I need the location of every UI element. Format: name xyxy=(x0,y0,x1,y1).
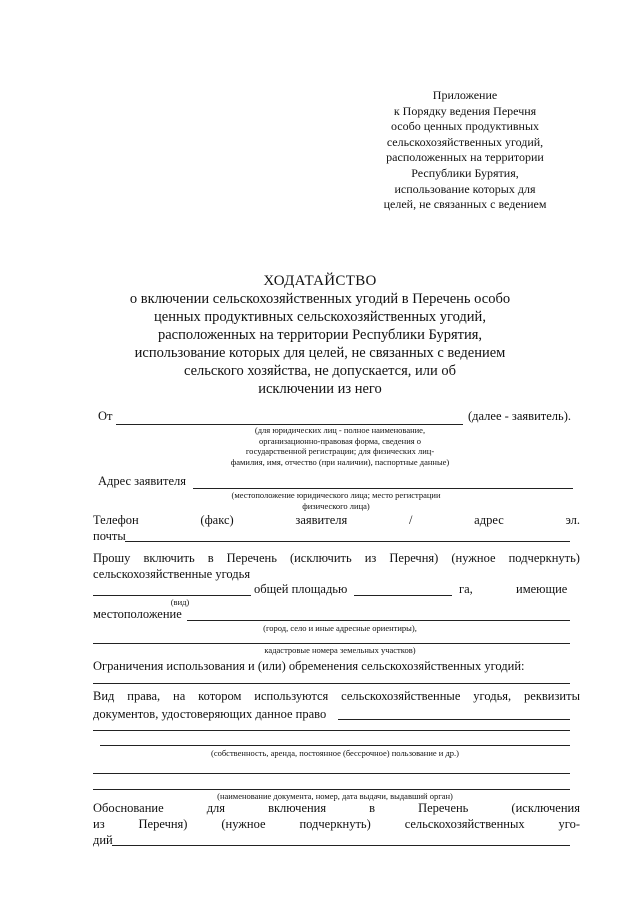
address-hint-line: физического лица) xyxy=(302,500,370,511)
area-having: имеющие xyxy=(516,582,568,596)
restrictions-field[interactable] xyxy=(93,683,570,684)
right-word: реквизиты xyxy=(524,689,580,703)
right-line-field[interactable] xyxy=(93,773,570,774)
right-word: сельскохозяйственные xyxy=(341,689,461,703)
request-tail: сельскохозяйственные угодья xyxy=(93,567,251,581)
title-line: использование которых для целей, не связанных с ведением xyxy=(134,345,506,361)
cadastral-hint: кадастровые номера земельных участков) xyxy=(264,645,416,655)
request-word: из xyxy=(364,551,377,565)
right-row xyxy=(93,689,580,704)
location-label: местоположение xyxy=(93,607,182,621)
title-line: расположенных на территории Республики Бурятия, xyxy=(158,327,482,343)
phone-word: / xyxy=(408,513,413,527)
basis-word: (исключения xyxy=(511,801,580,815)
location-field[interactable] xyxy=(187,620,570,621)
appendix-line: Приложение xyxy=(432,88,498,102)
basis-word: подчеркнуть) xyxy=(299,817,371,831)
basis-tail: дий xyxy=(93,833,113,847)
from-hint-line: (для юридических лиц - полное наименование, xyxy=(254,425,426,435)
phone-word: Телефон xyxy=(93,513,139,527)
appendix-line: Республики Бурятия, xyxy=(411,165,519,180)
basis-word: (нужное xyxy=(221,817,266,831)
area-field[interactable] xyxy=(354,595,452,596)
appendix-line: использование которых для xyxy=(394,181,536,196)
location-hint: (город, село и иные адресные ориентиры), xyxy=(263,623,417,633)
address-hint-line: (местоположение юридического лица; место регистрации xyxy=(231,490,441,500)
basis-word: Перечень xyxy=(418,801,469,815)
cadastral-field[interactable] xyxy=(93,643,570,644)
request-word: включить xyxy=(143,551,195,565)
phone-tail: почты xyxy=(93,529,126,543)
right-docs-field[interactable] xyxy=(338,719,570,720)
right-word: используются xyxy=(254,689,329,703)
request-row xyxy=(93,551,580,566)
from-hint-line: государственной регистрации; для физических лиц- xyxy=(245,446,435,456)
address-label: Адрес заявителя xyxy=(98,474,186,488)
appendix-line: сельскохозяйственных угодий, xyxy=(386,134,544,149)
right-extra-field[interactable] xyxy=(93,730,570,731)
phone-word: (факс) xyxy=(200,513,234,527)
from-hint xyxy=(195,425,485,467)
from-hint-line: фамилия, имя, отчество (при наличии), паспортные данные) xyxy=(230,456,450,467)
basis-word: для xyxy=(206,801,226,815)
right-word: угодья, xyxy=(473,689,512,703)
restrictions-label: Ограничения использования и (или) обременения сельскохозяйственных угодий: xyxy=(93,659,525,673)
right-word: на xyxy=(173,689,186,703)
phone-field[interactable] xyxy=(125,541,570,542)
right-word: Вид xyxy=(93,689,115,703)
basis-row xyxy=(93,801,580,816)
doc-hint: (наименование документа, номер, дата выдачи, выдавший орган) xyxy=(217,791,453,801)
title-heading: ХОДАТАЙСТВО xyxy=(263,273,377,289)
request-word: Перечень xyxy=(226,551,277,565)
request-word: Перечня) xyxy=(389,551,439,565)
address-field[interactable] xyxy=(193,488,573,489)
basis-word: Обоснование xyxy=(93,801,164,815)
request-word: Прошу xyxy=(93,551,131,565)
right-word: котором xyxy=(198,689,242,703)
basis-word: уго- xyxy=(558,817,580,831)
address-hint xyxy=(205,490,467,511)
request-word: подчеркнуть) xyxy=(508,551,580,565)
request-word: (нужное xyxy=(451,551,496,565)
kind-hint: (вид) xyxy=(170,597,190,607)
appendix-line: особо ценных продуктивных xyxy=(390,119,540,134)
phone-row xyxy=(93,513,580,528)
right-word: права, xyxy=(127,689,161,703)
title-line: исключении из него xyxy=(258,381,382,397)
document-title xyxy=(80,272,560,398)
doc-field[interactable] xyxy=(93,789,570,790)
right-hint: (собственность, аренда, постоянное (бессрочное) пользование и др.) xyxy=(211,748,459,758)
right-type-field[interactable] xyxy=(100,745,570,746)
basis-word: в xyxy=(369,801,376,815)
appendix-line: расположенных на территории xyxy=(386,150,544,165)
request-word: (исключить xyxy=(289,551,352,565)
basis-field[interactable] xyxy=(112,845,570,846)
area-unit: га, xyxy=(459,582,473,596)
from-suffix: (далее - заявитель). xyxy=(468,409,571,423)
appendix-line: к Порядку ведения Перечня xyxy=(393,103,537,118)
title-line: о включении сельскохозяйственных угодий в Перечень особо xyxy=(129,291,511,307)
land-kind-field[interactable] xyxy=(93,595,251,596)
basis-word: Перечня) xyxy=(138,817,188,831)
appendix-line: целей, не связанных с ведением xyxy=(383,197,547,212)
from-label: От xyxy=(98,409,113,423)
basis-word: включения xyxy=(268,801,327,815)
appendix-block xyxy=(350,88,580,213)
phone-word: эл. xyxy=(565,513,580,527)
phone-word: заявителя xyxy=(295,513,348,527)
right-tail: документов, удостоверяющих данное право xyxy=(93,707,327,721)
phone-word: адрес xyxy=(474,513,504,527)
request-word: в xyxy=(207,551,214,565)
title-line: ценных продуктивных сельскохозяйственных угодий, xyxy=(154,309,486,325)
area-label: общей площадью xyxy=(254,582,348,596)
basis-word: сельскохозяйственных xyxy=(404,817,525,831)
basis-row-2 xyxy=(93,817,580,832)
basis-word: из xyxy=(93,817,105,831)
title-line: сельского хозяйства, не допускается, или об xyxy=(183,363,457,379)
from-hint-line: организационно-правовая форма, сведения о xyxy=(258,435,422,446)
